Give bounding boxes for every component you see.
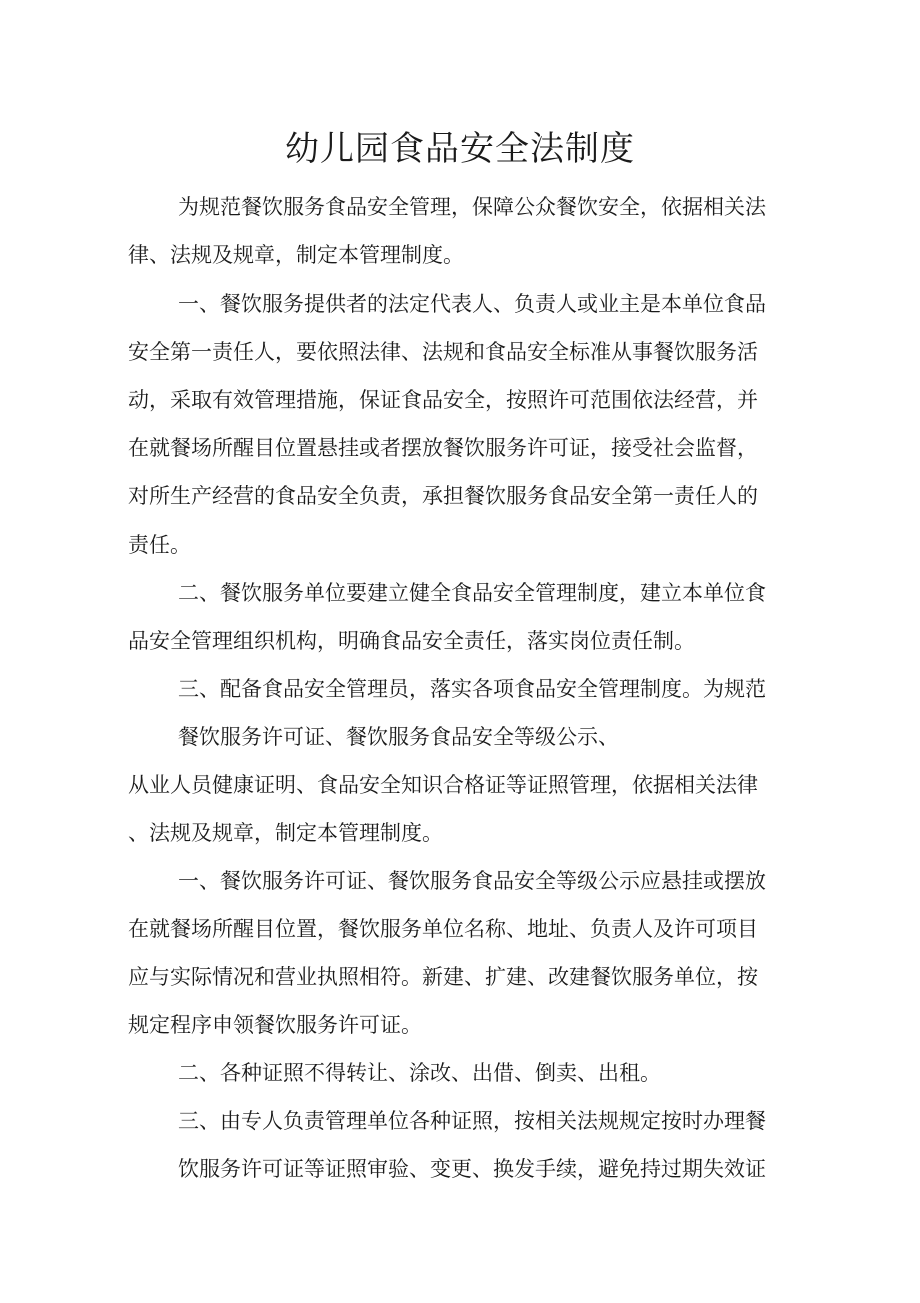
body-line: 从业人员健康证明、食品安全知识合格证等证照管理，依据相关法律 <box>128 773 758 797</box>
body-line: 应与实际情况和营业执照相符。新建、扩建、改建餐饮服务单位，按 <box>128 965 758 989</box>
body-line: 三、配备食品安全管理员，落实各项食品安全管理制度。为规范 <box>178 677 766 701</box>
body-line: 三、由专人负责管理单位各种证照，按相关法规规定按时办理餐 <box>178 1109 766 1133</box>
body-line: 、法规及规章，制定本管理制度。 <box>128 821 443 845</box>
body-line: 动，采取有效管理措施，保证食品安全，按照许可范围依法经营，并 <box>128 388 758 412</box>
body-line: 一、餐饮服务提供者的法定代表人、负责人或业主是本单位食品 <box>178 292 766 316</box>
body-line: 品安全管理组织机构，明确食品安全责任，落实岗位责任制。 <box>128 629 695 653</box>
body-line: 在就餐场所醒目位置，餐饮服务单位名称、地址、负责人及许可项目 <box>128 917 758 941</box>
body-line: 在就餐场所醒目位置悬挂或者摆放餐饮服务许可证，接受社会监督， <box>128 436 758 460</box>
body-line: 二、餐饮服务单位要建立健全食品安全管理制度，建立本单位食 <box>178 581 766 605</box>
body-line: 规定程序申领餐饮服务许可证。 <box>128 1013 422 1037</box>
body-line: 责任。 <box>128 533 191 557</box>
body-line: 一、餐饮服务许可证、餐饮服务食品安全等级公示应悬挂或摆放 <box>178 869 766 893</box>
body-line: 律、法规及规章，制定本管理制度。 <box>128 243 464 267</box>
body-line: 安全第一责任人，要依照法律、法规和食品安全标准从事餐饮服务活 <box>128 340 758 364</box>
body-line: 饮服务许可证等证照审验、变更、换发手续，避免持过期失效证 <box>178 1157 766 1181</box>
body-line: 餐饮服务许可证、餐饮服务食品安全等级公示、 <box>178 725 619 749</box>
body-line: 为规范餐饮服务食品安全管理，保障公众餐饮安全，依据相关法 <box>178 195 766 219</box>
body-line: 二、各种证照不得转让、涂改、出借、倒卖、出租。 <box>178 1061 661 1085</box>
body-line: 对所生产经营的食品安全负责，承担餐饮服务食品安全第一责任人的 <box>128 484 758 508</box>
document-title: 幼儿园食品安全法制度 <box>285 129 635 169</box>
